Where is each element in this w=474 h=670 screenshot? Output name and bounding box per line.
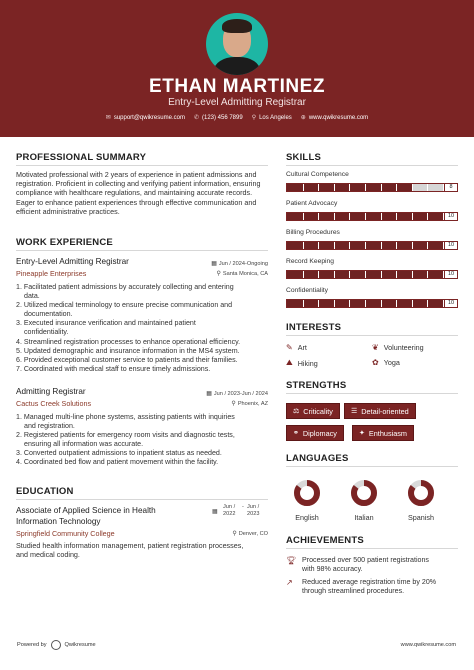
footer-brand[interactable]: Qwikresume: [64, 642, 96, 648]
skill-tick: [334, 242, 335, 249]
skill-tick: [303, 242, 304, 249]
list-item: 7. Coordinated with medical staff to ensure timely admissions.: [16, 364, 211, 373]
job-title: Admitting Registrar: [16, 387, 86, 396]
skill-label: Confidentiality: [286, 287, 329, 294]
list-item: and registration.: [24, 422, 75, 431]
hiking-icon: ⛰: [286, 358, 293, 367]
lotus-icon: ✿: [372, 358, 379, 367]
skill-tick: [303, 300, 304, 307]
skill-tick: [349, 300, 350, 307]
paint-brush-icon: ✎: [286, 343, 293, 352]
footer-powered-by: Powered by Qwikresume: [17, 642, 96, 648]
skill-level-bar: [286, 241, 458, 250]
job-bullets: [16, 413, 271, 468]
scale-icon: ⚖: [293, 408, 300, 415]
contact-bar: [0, 114, 474, 121]
skill-level-bar: [286, 183, 458, 192]
company-name: Pineapple Enterprises: [16, 269, 87, 278]
divider: [16, 250, 268, 251]
avatar-shirt: [214, 57, 260, 75]
qwikresume-logo-icon: [51, 640, 61, 650]
skills-heading: SKILLS: [286, 152, 321, 163]
skill-tick: [396, 213, 397, 220]
location-icon: ⚲: [232, 531, 237, 537]
skill-tick: [396, 300, 397, 307]
skill-tick: [318, 242, 319, 249]
job-location: ⚲ Santa Monica, CA: [216, 271, 268, 277]
location-icon: ⚲: [231, 401, 236, 407]
strength-detail-oriented: ☰ Detail-oriented: [344, 403, 416, 419]
skill-level-number: 10: [444, 300, 457, 307]
hands-heart-icon: ❦: [372, 343, 379, 352]
skill-level-number: 10: [444, 271, 457, 278]
language-label: Spanish: [408, 513, 434, 522]
skill-tick: [365, 271, 366, 278]
language-label: Italian: [354, 513, 374, 522]
skill-tick: [365, 213, 366, 220]
calendar-icon: ▦: [212, 509, 218, 515]
language-donut: [293, 479, 321, 507]
calendar-icon: ▦: [206, 391, 212, 397]
skill-tick: [427, 242, 428, 249]
list-item: documentation.: [24, 310, 73, 319]
calendar-icon: ▦: [211, 261, 217, 267]
skill-tick: [381, 242, 382, 249]
list-item: 2. Registered patients for emergency room visits and diagnostic tests,: [16, 431, 235, 440]
divider: [286, 548, 458, 549]
divider: [16, 165, 268, 166]
summary-text: Motivated professional with 2 years of experience in patient admissions and registration. Proficient in collecting and verifying patient information, ensuring compliance with healthcare regulations, and maintaining accurate records. Eager to enhance patient experiences through effective communication and efficient administrative practices.: [16, 170, 261, 216]
achievement-item: Reduced average registration time by 20% through streamlined procedures.: [302, 578, 437, 595]
achievements-heading: ACHIEVEMENTS: [286, 535, 364, 546]
job-title: Entry-Level Admitting Registrar: [16, 257, 129, 266]
interest-hiking: ⛰ Hiking: [286, 358, 318, 368]
contact-email[interactable]: ✉ support@qwikresume.com: [105, 114, 185, 121]
list-item: 4. Coordinated bed flow and patient movement within the facility.: [16, 458, 219, 467]
skill-tick: [365, 242, 366, 249]
chart-icon: ↗: [286, 578, 293, 587]
divider: [286, 466, 458, 467]
skill-tick: [303, 184, 304, 191]
skill-tick: [396, 242, 397, 249]
skill-tick: [381, 300, 382, 307]
skill-tick: [318, 300, 319, 307]
list-item: 5. Updated demographic and insurance information in the MS4 system.: [16, 346, 240, 355]
language-label: English: [295, 513, 319, 522]
skill-label: Cultural Competence: [286, 171, 349, 178]
skill-tick: [412, 213, 413, 220]
skill-tick: [303, 213, 304, 220]
skill-tick: [349, 213, 350, 220]
skill-tick: [412, 242, 413, 249]
languages-heading: LANGUAGES: [286, 453, 349, 464]
skill-tick: [318, 271, 319, 278]
location-icon: ⚲: [251, 115, 257, 121]
list-item: 3. Converted outpatient admissions to inpatient status as needed.: [16, 449, 222, 458]
education-desc: Studied health information management, patient registration processes, and medical coding.: [16, 541, 244, 560]
skill-level-bar: [286, 299, 458, 308]
job-dates: ▦ Jun / 2024-Ongoing: [211, 261, 268, 267]
list-item: 1. Managed multi-line phone systems, assisting patients with inquiries: [16, 413, 235, 421]
job-location: ⚲ Phoenix, AZ: [231, 401, 268, 407]
list-item: 6. Provided exceptional customer service to patients and their families.: [16, 355, 238, 364]
degree-title: Associate of Applied Science in Health Information Technology: [16, 506, 156, 526]
phone-icon: ✆: [193, 115, 199, 121]
skill-tick: [381, 184, 382, 191]
skill-label: Billing Procedures: [286, 229, 340, 236]
divider: [286, 335, 458, 336]
school-name: Springfield Community College: [16, 529, 115, 538]
strength-criticality: ⚖ Criticality: [286, 403, 340, 419]
location-icon: ⚲: [216, 271, 221, 277]
handshake-icon: ⚭: [293, 430, 299, 437]
skill-tick: [427, 300, 428, 307]
divider: [286, 165, 458, 166]
education-heading: EDUCATION: [16, 486, 74, 497]
strength-enthusiasm: ✦ Enthusiasm: [352, 425, 414, 441]
skill-tick: [396, 271, 397, 278]
skill-tick: [334, 213, 335, 220]
list-item: 2. Utilized medical terminology to ensure precise communication and: [16, 301, 233, 310]
skill-tick: [381, 213, 382, 220]
skill-tick: [365, 184, 366, 191]
skill-level-number: 8: [444, 184, 457, 191]
checklist-icon: ☰: [351, 408, 358, 415]
star-icon: ✦: [359, 430, 365, 437]
list-item: confidentiality.: [24, 328, 69, 337]
list-item: 1. Facilitated patient admissions by accurately collecting and entering: [16, 283, 234, 291]
skill-tick: [396, 184, 397, 191]
skill-tick: [334, 184, 335, 191]
job-bullets: [16, 283, 271, 374]
candidate-name: ETHAN MARTINEZ: [149, 76, 325, 97]
divider: [286, 393, 458, 394]
interests-heading: INTERESTS: [286, 322, 342, 333]
skill-tick: [427, 184, 428, 191]
skill-tick: [365, 300, 366, 307]
interest-art: ✎ Art: [286, 343, 307, 352]
skill-tick: [427, 213, 428, 220]
skill-tick: [303, 271, 304, 278]
skill-tick: [412, 300, 413, 307]
interest-volunteering: ❦ Volunteering: [372, 343, 424, 352]
achievement-item: Processed over 500 patient registrations with 98% accuracy.: [302, 556, 429, 573]
footer-url[interactable]: www.qwikresume.com: [400, 642, 456, 648]
contact-location: ⚲ Los Angeles: [251, 114, 292, 121]
mail-icon: ✉: [105, 115, 111, 121]
job-dates: ▦ Jun / 2023-Jun / 2024: [206, 391, 268, 397]
avatar-hair: [222, 19, 252, 33]
avatar: [206, 13, 268, 75]
divider: [16, 499, 268, 500]
skill-label: Record Keeping: [286, 258, 334, 265]
skill-tick: [412, 184, 413, 191]
skill-level-bar: [286, 270, 458, 279]
contact-phone[interactable]: ✆ (123) 456 7899: [193, 114, 243, 121]
header-banner: [0, 0, 474, 137]
skill-level-number: 10: [444, 213, 457, 220]
trophy-icon: 🏆︎: [286, 556, 297, 565]
skill-tick: [349, 271, 350, 278]
skill-tick: [318, 184, 319, 191]
list-item: data.: [24, 292, 40, 301]
strength-diplomacy: ⚭ Diplomacy: [286, 425, 344, 441]
skill-tick: [334, 300, 335, 307]
strengths-heading: STRENGTHS: [286, 380, 347, 391]
education-location: ⚲ Denver, CO: [232, 531, 268, 537]
skill-tick: [349, 184, 350, 191]
skill-tick: [318, 213, 319, 220]
skill-level-number: 10: [444, 242, 457, 249]
company-name: Cactus Creek Solutions: [16, 399, 92, 408]
skill-tick: [349, 242, 350, 249]
list-item: 3. Executed insurance verification and maintained patient: [16, 319, 196, 328]
list-item: 4. Streamlined registration processes to enhance operational efficiency.: [16, 337, 241, 346]
list-item: ensuring all information was accurate.: [24, 440, 144, 449]
skill-tick: [334, 271, 335, 278]
experience-heading: WORK EXPERIENCE: [16, 237, 113, 248]
skill-tick: [412, 271, 413, 278]
summary-heading: PROFESSIONAL SUMMARY: [16, 152, 147, 163]
skill-tick: [427, 271, 428, 278]
contact-website[interactable]: ⊕ www.qwikresume.com: [300, 114, 369, 121]
skill-tick: [381, 271, 382, 278]
language-donut: [350, 479, 378, 507]
skill-label: Patient Advocacy: [286, 200, 338, 207]
globe-icon: ⊕: [300, 115, 306, 121]
candidate-role: Entry-Level Admitting Registrar: [168, 97, 306, 108]
skill-level-bar: [286, 212, 458, 221]
language-donut: [407, 479, 435, 507]
interest-yoga: ✿ Yoga: [372, 358, 400, 367]
